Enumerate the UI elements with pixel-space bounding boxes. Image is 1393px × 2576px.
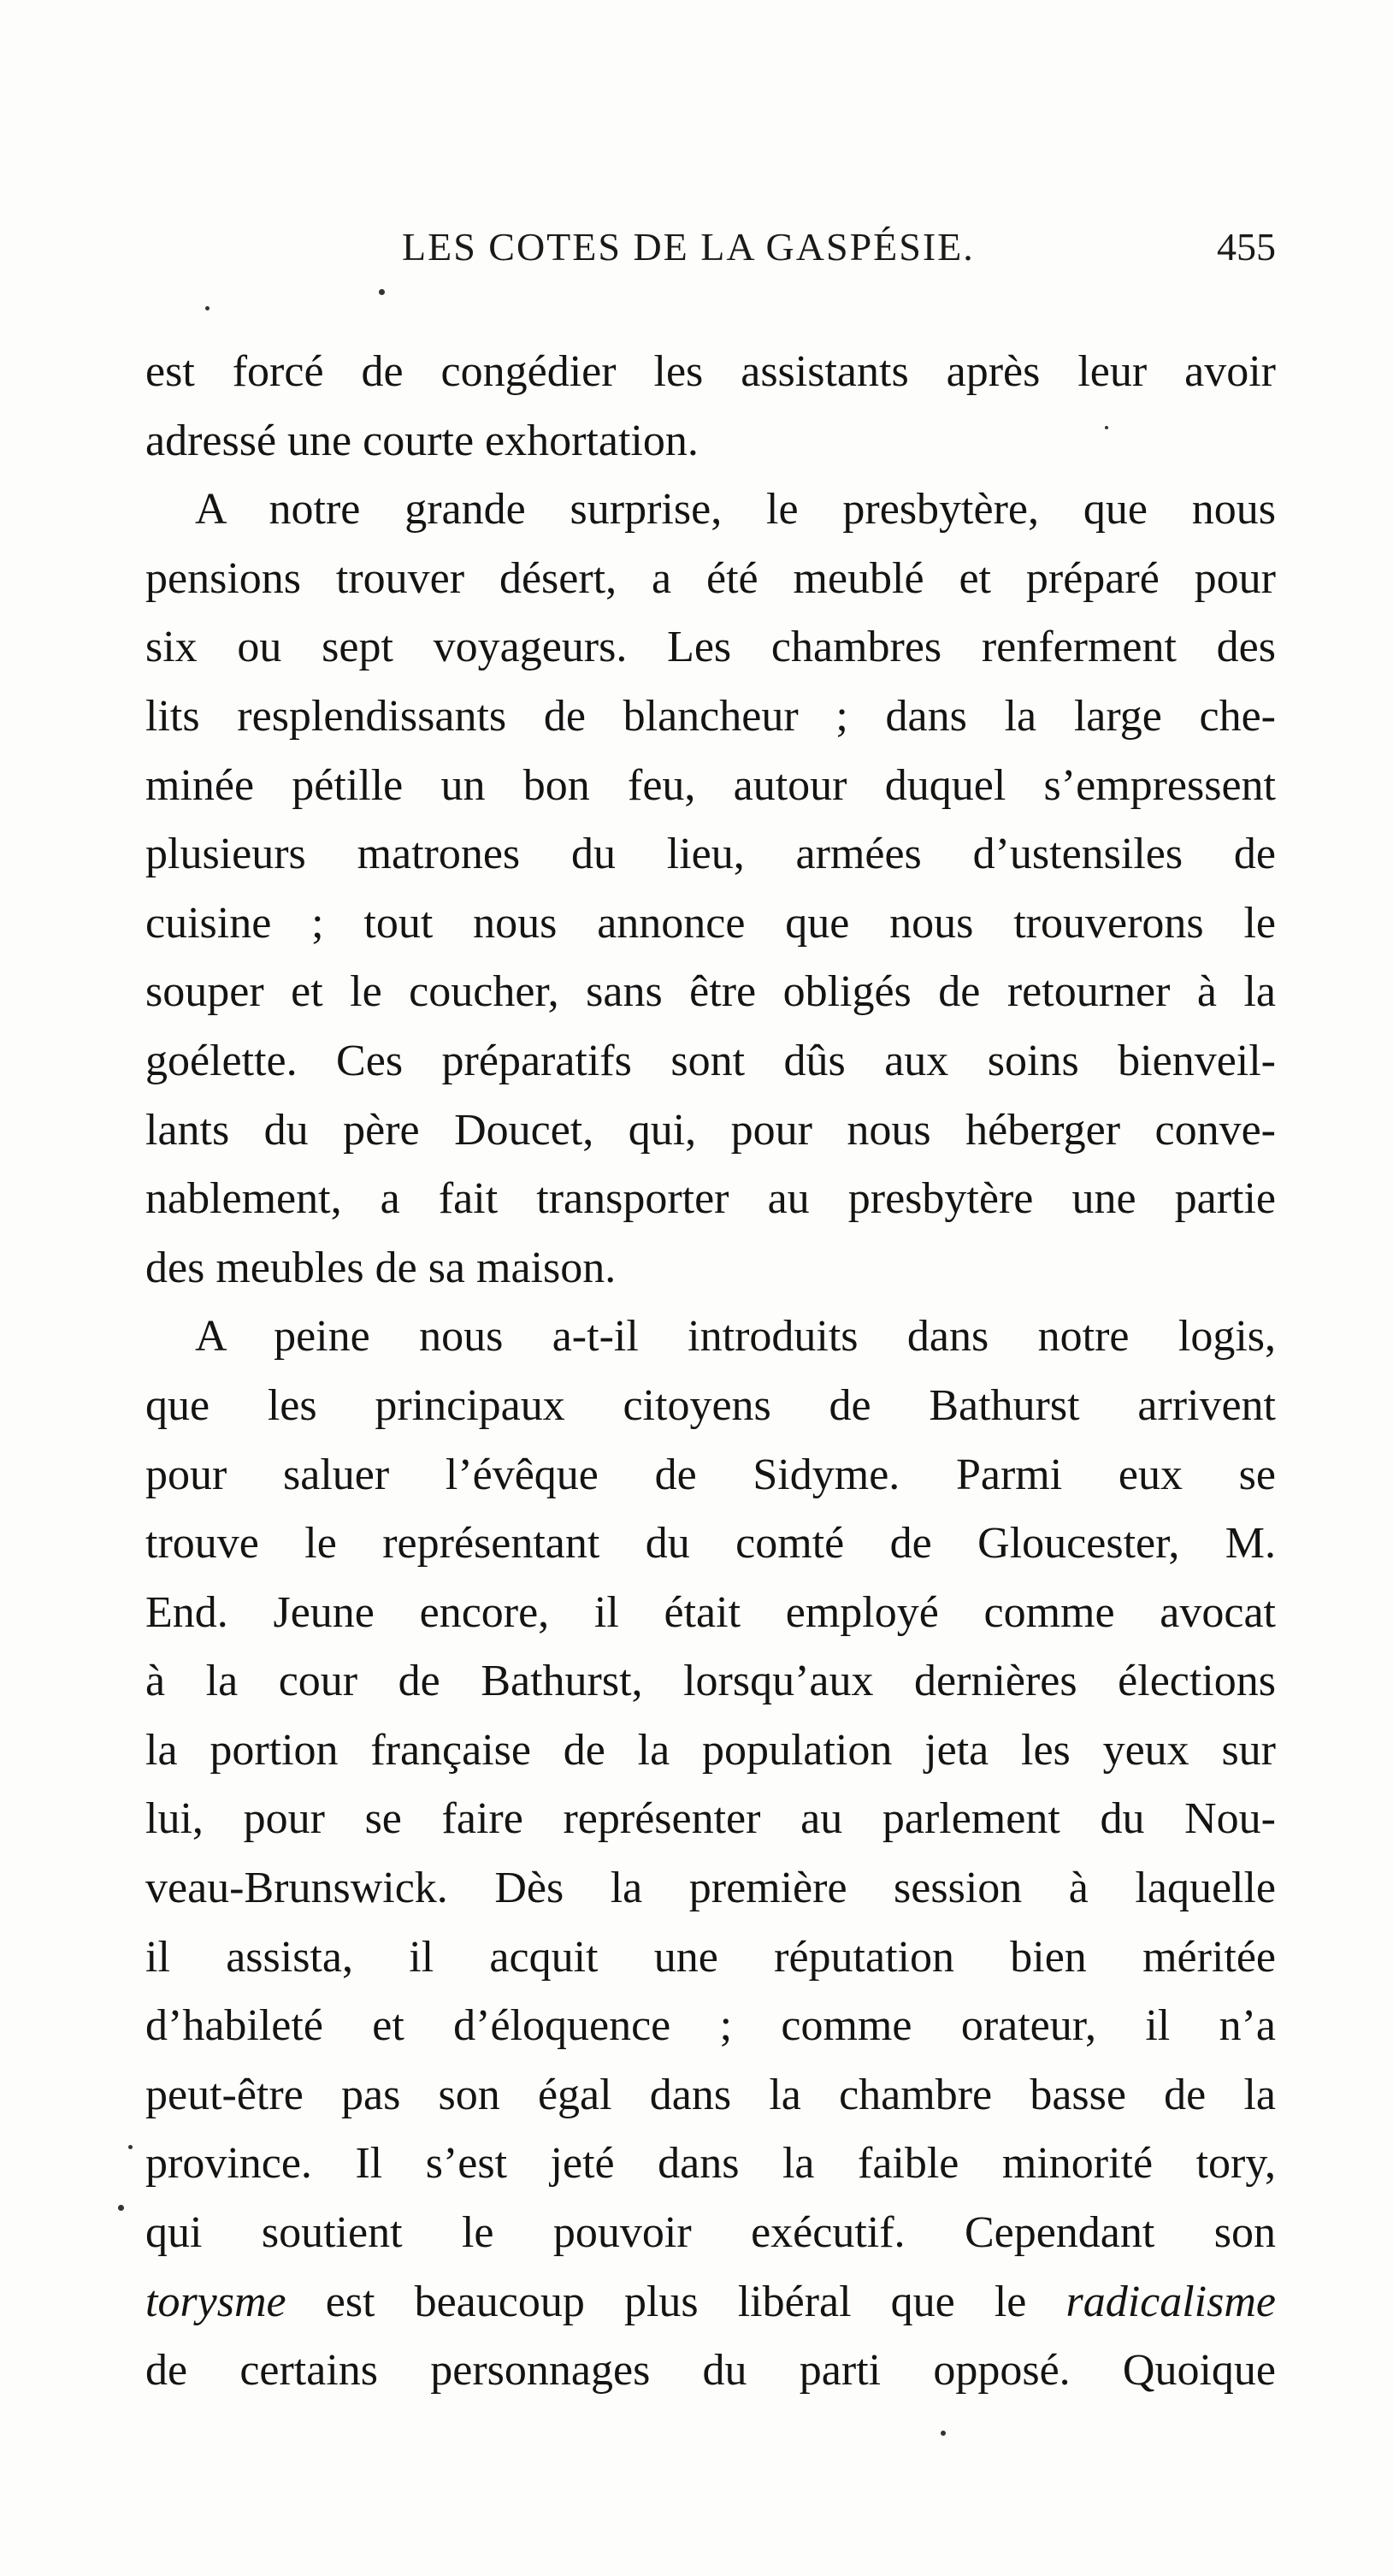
text-line: que les principaux citoyens de Bathurst arrivent [145,1380,1276,1430]
text-line: de certains personnages du parti opposé. Quoique [145,2346,1276,2396]
text-line-with-italics [145,2268,1276,2337]
text-line: cuisine ; tout nous annonce que nous trouverons le [145,898,1276,948]
text-line: la portion française de la population jeta les yeux sur [145,1725,1276,1775]
scan-speck [128,2145,133,2149]
text-line: trouve le représentant du comté de Gloucester, M. [145,1519,1276,1569]
body-text [145,338,1276,2406]
italic-word: torysme [145,2277,286,2326]
scan-speck [118,2205,124,2211]
text-line: lants du père Doucet, qui, pour nous héberger conve- [145,1105,1276,1155]
text-line: pour saluer l’évêque de Sidyme. Parmi eux se [145,1450,1276,1499]
text-line: minée pétille un bon feu, autour duquel s’empressent [145,760,1276,810]
text-line: plusieurs matrones du lieu, armées d’ustensiles de [145,830,1276,879]
text-line: peut-être pas son égal dans la chambre basse de la [145,2070,1276,2119]
text-line: pensions trouver désert, a été meublé et préparé pour [145,553,1276,603]
text-line: nablement, a fait transporter au presbytère une partie [145,1174,1276,1224]
text-line: lits resplendissants de blancheur ; dans la large che- [145,691,1276,741]
text-line: A notre grande surprise, le presbytère, que nous [195,485,1276,535]
text-line: veau-Brunswick. Dès la première session à laquelle [145,1864,1276,1913]
text-line: souper et le coucher, sans être obligés de retourner à la [145,967,1276,1017]
text-fragment: est beaucoup plus libéral que le [286,2277,1066,2326]
text-line: lui, pour se faire représenter au parlement du Nou- [145,1794,1276,1844]
italic-word: radicalisme [1065,2277,1276,2326]
text-line: goélette. Ces préparatifs sont dûs aux soins bienveil- [145,1036,1276,1085]
running-title: LES COTES DE LA GASPÉSIE. [402,225,975,269]
running-header [145,224,1276,275]
text-line: End. Jeune encore, il était employé comme avocat [145,1587,1276,1637]
text-line: adressé une courte exhortation. [145,416,699,465]
text-line: A peine nous a-t-il introduits dans notre logis, [195,1312,1276,1362]
text-line: qui soutient le pouvoir exécutif. Cependant son [145,2208,1276,2258]
page-number: 455 [1217,225,1276,269]
scan-speck [205,306,210,310]
text-line: à la cour de Bathurst, lorsqu’aux dernières élections [145,1657,1276,1706]
text-line: six ou sept voyageurs. Les chambres renferment des [145,623,1276,672]
text-line: il assista, il acquit une réputation bien méritée [145,1932,1276,1982]
text-line: des meubles de sa maison. [145,1243,617,1292]
scan-speck [941,2431,946,2436]
text-line: d’habileté et d’éloquence ; comme orateur, il n’a [145,2001,1276,2051]
scan-speck [379,289,385,295]
text-line: province. Il s’est jeté dans la faible minorité tory, [145,2139,1276,2189]
text-line: est forcé de congédier les assistants après leur avoir [145,347,1276,396]
